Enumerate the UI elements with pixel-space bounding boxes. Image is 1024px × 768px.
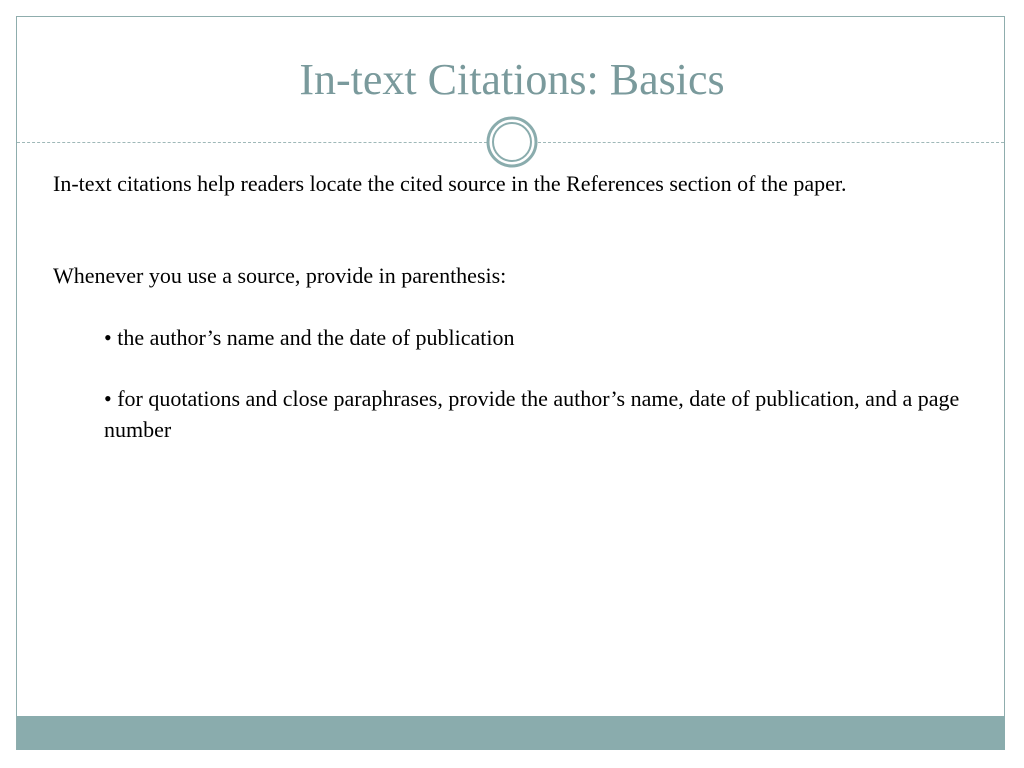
title-divider-right — [538, 142, 1004, 143]
intro-paragraph: In-text citations help readers locate the cited source in the References section of the paper. — [53, 171, 847, 196]
footer-bar — [17, 716, 1005, 750]
instruction-paragraph: Whenever you use a source, provide in parenthesis: — [53, 263, 507, 288]
bullet-item: • the author’s name and the date of publication — [104, 325, 515, 350]
slide-title: In-text Citations: Basics — [299, 55, 725, 104]
circle-ornament-icon — [486, 116, 538, 168]
bullet-item: • for quotations and close paraphrases, provide the author’s name, date of publication, and a page number — [104, 386, 960, 442]
title-divider-left — [17, 142, 487, 143]
